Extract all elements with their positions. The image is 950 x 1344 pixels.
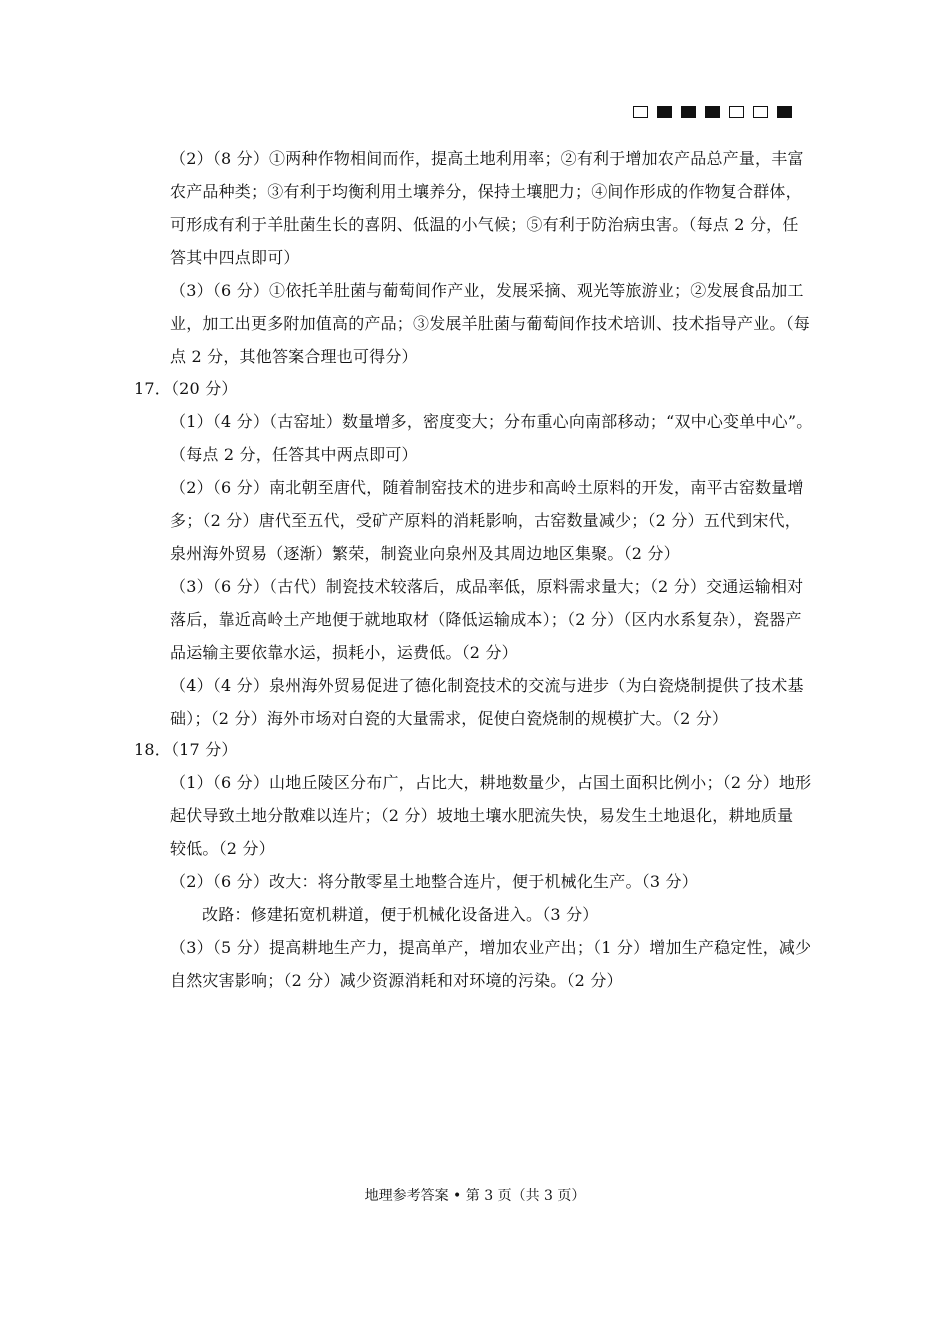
q16-2-line-2: 农产品种类；③有利于均衡利用土壤养分，保持土壤肥力；④间作形成的作物复合群体， [170,182,802,201]
q16-3-line-3: 点 2 分，其他答案合理也可得分） [170,347,418,366]
q18-3-line-1: （3）（5 分）提高耕地生产力，提高单产，增加农业产出；（1 分）增加生产稳定性，减少 [170,938,812,957]
mark-box-4 [705,106,720,118]
q17-2-line-1: （2）（6 分）南北朝至唐代，随着制窑技术的进步和高岭土原料的开发，南平古窑数量增 [170,478,804,497]
q16-2-line-3: 可形成有利于羊肚菌生长的喜阴、低温的小气候；⑤有利于防治病虫害。（每点 2 分，任 [170,215,799,234]
q17-2-line-3: 泉州海外贸易（逐渐）繁荣，制瓷业向泉州及其周边地区集聚。（2 分） [170,544,680,563]
q17-4-line-1: （4）（4 分）泉州海外贸易促进了德化制瓷技术的交流与进步（为白瓷烧制提供了技术基 [170,676,804,695]
q18-3-line-2: 自然灾害影响；（2 分）减少资源消耗和对环境的污染。（2 分） [170,971,623,990]
mark-box-3 [681,106,696,118]
q17-3-line-2: 落后，靠近高岭土产地便于就地取材（降低运输成本）；（2 分）（区内水系复杂），瓷器产 [170,610,802,629]
mark-box-5 [729,106,744,118]
mark-box-2 [657,106,672,118]
q18-1-line-3: 较低。（2 分） [170,839,275,858]
answer-sheet-marks [633,106,792,118]
q18-1-line-1: （1）（6 分）山地丘陵区分布广，占比大，耕地数量少，占国土面积比例小；（2 分）地形 [170,773,812,792]
q17-4-line-2: 础）；（2 分）海外市场对白瓷的大量需求，促使白瓷烧制的规模扩大。（2 分） [170,709,729,728]
q17-2-line-2: 多；（2 分）唐代至五代，受矿产原料的消耗影响，古窑数量减少；（2 分）五代到宋代， [170,511,801,530]
page-footer: 地理参考答案 • 第 3 页（共 3 页） [364,1188,586,1204]
q17-3-line-3: 品运输主要依靠水运，损耗小，运费低。（2 分） [170,643,518,662]
q18-1-line-2: 起伏导致土地分散难以连片；（2 分）坡地土壤水肥流失快，易发生土地退化，耕地质量 [170,806,794,825]
q16-2-line-1: （2）（8 分）①两种作物相间而作，提高土地利用率；②有利于增加农产品总产量，丰富 [170,149,804,168]
q16-3-line-1: （3）（6 分）①依托羊肚菌与葡萄间作产业，发展采摘、观光等旅游业；②发展食品加工 [170,281,804,300]
q16-3-line-2: 业，加工出更多附加值高的产品；③发展羊肚菌与葡萄间作技术培训、技术指导产业。（每 [170,314,811,333]
q17-1-line-2: （每点 2 分，任答其中两点即可） [170,445,418,464]
mark-box-6 [753,106,768,118]
mark-box-7 [777,106,792,118]
q16-2-line-4: 答其中四点即可） [170,248,300,267]
q18-2-line-2: 改路：修建拓宽机耕道，便于机械化设备进入。（3 分） [202,905,599,924]
q17-1-line-1: （1）（4 分）（古窑址）数量增多，密度变大；分布重心向南部移动；“双中心变单中心”。 [170,412,813,431]
q17-3-line-1: （3）（6 分）（古代）制瓷技术较落后，成品率低，原料需求量大；（2 分）交通运输相对 [170,577,804,596]
q18-2-line-1: （2）（6 分）改大：将分散零星土地整合连片，便于机械化生产。（3 分） [170,872,698,891]
q17-heading: 17．（20 分） [134,379,238,398]
q18-heading: 18．（17 分） [134,740,238,759]
mark-box-1 [633,106,648,118]
